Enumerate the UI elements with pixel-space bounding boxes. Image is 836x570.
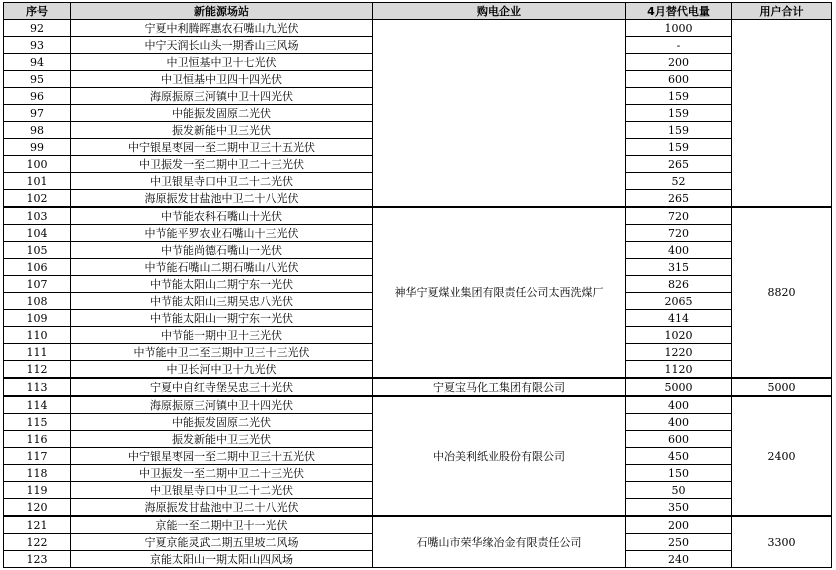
- cell-seq: 118: [4, 465, 71, 482]
- cell-station: 中卫振发一至二期中卫二十三光伏: [71, 465, 373, 482]
- cell-seq: 119: [4, 482, 71, 499]
- cell-station: 中节能农科石嘴山十光伏: [71, 207, 373, 225]
- cell-april: 720: [626, 225, 732, 242]
- cell-seq: 111: [4, 344, 71, 361]
- cell-april: 1220: [626, 344, 732, 361]
- cell-station: 海原振发甘盐池中卫二十八光伏: [71, 190, 373, 208]
- table-row: [4, 378, 832, 396]
- cell-seq: 92: [4, 20, 71, 37]
- cell-seq: 122: [4, 534, 71, 551]
- cell-station: 振发新能中卫三光伏: [71, 431, 373, 448]
- cell-seq: 105: [4, 242, 71, 259]
- cell-station: 中能振发固原二光伏: [71, 105, 373, 122]
- cell-seq: 120: [4, 499, 71, 517]
- cell-total: 8820: [732, 207, 832, 378]
- cell-april: 350: [626, 499, 732, 517]
- cell-seq: 96: [4, 88, 71, 105]
- cell-april: 1020: [626, 327, 732, 344]
- cell-station: 海原振原三河镇中卫十四光伏: [71, 88, 373, 105]
- power-substitution-table: [3, 2, 832, 568]
- cell-april: 450: [626, 448, 732, 465]
- cell-april: 5000: [626, 378, 732, 396]
- cell-station: 中卫恒基中卫十七光伏: [71, 54, 373, 71]
- cell-station: 中节能太阳山二期宁东一光伏: [71, 276, 373, 293]
- cell-seq: 110: [4, 327, 71, 344]
- cell-station: 中卫长河中卫十九光伏: [71, 361, 373, 379]
- cell-station: 宁夏京能灵武二期五里坡二风场: [71, 534, 373, 551]
- cell-station: 海原振发甘盐池中卫二十八光伏: [71, 499, 373, 517]
- table-row: [4, 207, 832, 225]
- cell-april: 200: [626, 516, 732, 534]
- cell-station: 京能一至二期中卫十一光伏: [71, 516, 373, 534]
- cell-april: 2065: [626, 293, 732, 310]
- cell-total: [732, 20, 832, 208]
- cell-total: 2400: [732, 396, 832, 516]
- cell-station: 宁夏中自红寺堡吴忠三十光伏: [71, 378, 373, 396]
- cell-seq: 112: [4, 361, 71, 379]
- cell-seq: 100: [4, 156, 71, 173]
- cell-april: 250: [626, 534, 732, 551]
- cell-april: 1120: [626, 361, 732, 379]
- cell-april: 720: [626, 207, 732, 225]
- cell-april: 1000: [626, 20, 732, 37]
- cell-april: 159: [626, 139, 732, 156]
- cell-station: 中节能石嘴山二期石嘴山八光伏: [71, 259, 373, 276]
- cell-seq: 98: [4, 122, 71, 139]
- cell-april: 159: [626, 122, 732, 139]
- cell-april: 414: [626, 310, 732, 327]
- cell-april: 400: [626, 242, 732, 259]
- header-seq: 序号: [4, 3, 71, 20]
- cell-april: 400: [626, 396, 732, 414]
- cell-seq: 117: [4, 448, 71, 465]
- cell-seq: 94: [4, 54, 71, 71]
- cell-seq: 93: [4, 37, 71, 54]
- cell-station: 中宁银星枣园一至二期中卫三十五光伏: [71, 448, 373, 465]
- header-company: 购电企业: [373, 3, 626, 20]
- cell-company: 石嘴山市荣华缘冶金有限责任公司: [373, 516, 626, 568]
- cell-seq: 103: [4, 207, 71, 225]
- table-body: [4, 20, 832, 568]
- cell-april: 159: [626, 105, 732, 122]
- cell-company: 中冶美利纸业股份有限公司: [373, 396, 626, 516]
- cell-station: 中节能中卫二至三期中卫三十三光伏: [71, 344, 373, 361]
- cell-april: 52: [626, 173, 732, 190]
- cell-station: 中卫振发一至二期中卫二十三光伏: [71, 156, 373, 173]
- cell-total: 3300: [732, 516, 832, 568]
- cell-seq: 114: [4, 396, 71, 414]
- cell-april: 200: [626, 54, 732, 71]
- cell-station: 中节能平罗农业石嘴山十三光伏: [71, 225, 373, 242]
- cell-april: 400: [626, 414, 732, 431]
- cell-seq: 121: [4, 516, 71, 534]
- cell-company: [373, 20, 626, 208]
- cell-station: 中卫恒基中卫四十四光伏: [71, 71, 373, 88]
- cell-station: 京能太阳山一期太阳山四风场: [71, 551, 373, 568]
- cell-april: 159: [626, 88, 732, 105]
- cell-station: 中节能太阳山三期吴忠八光伏: [71, 293, 373, 310]
- header-total: 用户合计: [732, 3, 832, 20]
- header-row: [4, 3, 832, 20]
- cell-seq: 116: [4, 431, 71, 448]
- cell-april: 600: [626, 431, 732, 448]
- table-row: [4, 516, 832, 534]
- cell-station: 中节能尚德石嘴山一光伏: [71, 242, 373, 259]
- table-row: [4, 396, 832, 414]
- cell-seq: 99: [4, 139, 71, 156]
- cell-seq: 104: [4, 225, 71, 242]
- cell-april: 315: [626, 259, 732, 276]
- cell-seq: 102: [4, 190, 71, 208]
- cell-seq: 109: [4, 310, 71, 327]
- cell-station: 中卫银星寺口中卫二十二光伏: [71, 482, 373, 499]
- cell-seq: 97: [4, 105, 71, 122]
- cell-april: -: [626, 37, 732, 54]
- cell-seq: 107: [4, 276, 71, 293]
- cell-april: 826: [626, 276, 732, 293]
- cell-april: 600: [626, 71, 732, 88]
- cell-total: 5000: [732, 378, 832, 396]
- cell-seq: 113: [4, 378, 71, 396]
- cell-seq: 95: [4, 71, 71, 88]
- cell-station: 中节能太阳山一期宁东一光伏: [71, 310, 373, 327]
- cell-station: 中宁天润长山头一期香山三风场: [71, 37, 373, 54]
- cell-station: 中能振发固原二光伏: [71, 414, 373, 431]
- cell-april: 240: [626, 551, 732, 568]
- cell-seq: 106: [4, 259, 71, 276]
- header-station: 新能源场站: [71, 3, 373, 20]
- cell-station: 宁夏中利腾晖惠农石嘴山九光伏: [71, 20, 373, 37]
- header-april: 4月替代电量: [626, 3, 732, 20]
- table-row: [4, 20, 832, 37]
- cell-seq: 123: [4, 551, 71, 568]
- cell-station: 振发新能中卫三光伏: [71, 122, 373, 139]
- cell-april: 150: [626, 465, 732, 482]
- cell-station: 中宁银星枣园一至二期中卫三十五光伏: [71, 139, 373, 156]
- cell-seq: 108: [4, 293, 71, 310]
- cell-station: 海原振原三河镇中卫十四光伏: [71, 396, 373, 414]
- cell-april: 265: [626, 156, 732, 173]
- cell-april: 265: [626, 190, 732, 208]
- cell-company: 神华宁夏煤业集团有限责任公司太西洗煤厂: [373, 207, 626, 378]
- cell-station: 中卫银星寺口中卫二十二光伏: [71, 173, 373, 190]
- cell-station: 中节能一期中卫十三光伏: [71, 327, 373, 344]
- cell-seq: 115: [4, 414, 71, 431]
- cell-april: 50: [626, 482, 732, 499]
- cell-company: 宁夏宝马化工集团有限公司: [373, 378, 626, 396]
- cell-seq: 101: [4, 173, 71, 190]
